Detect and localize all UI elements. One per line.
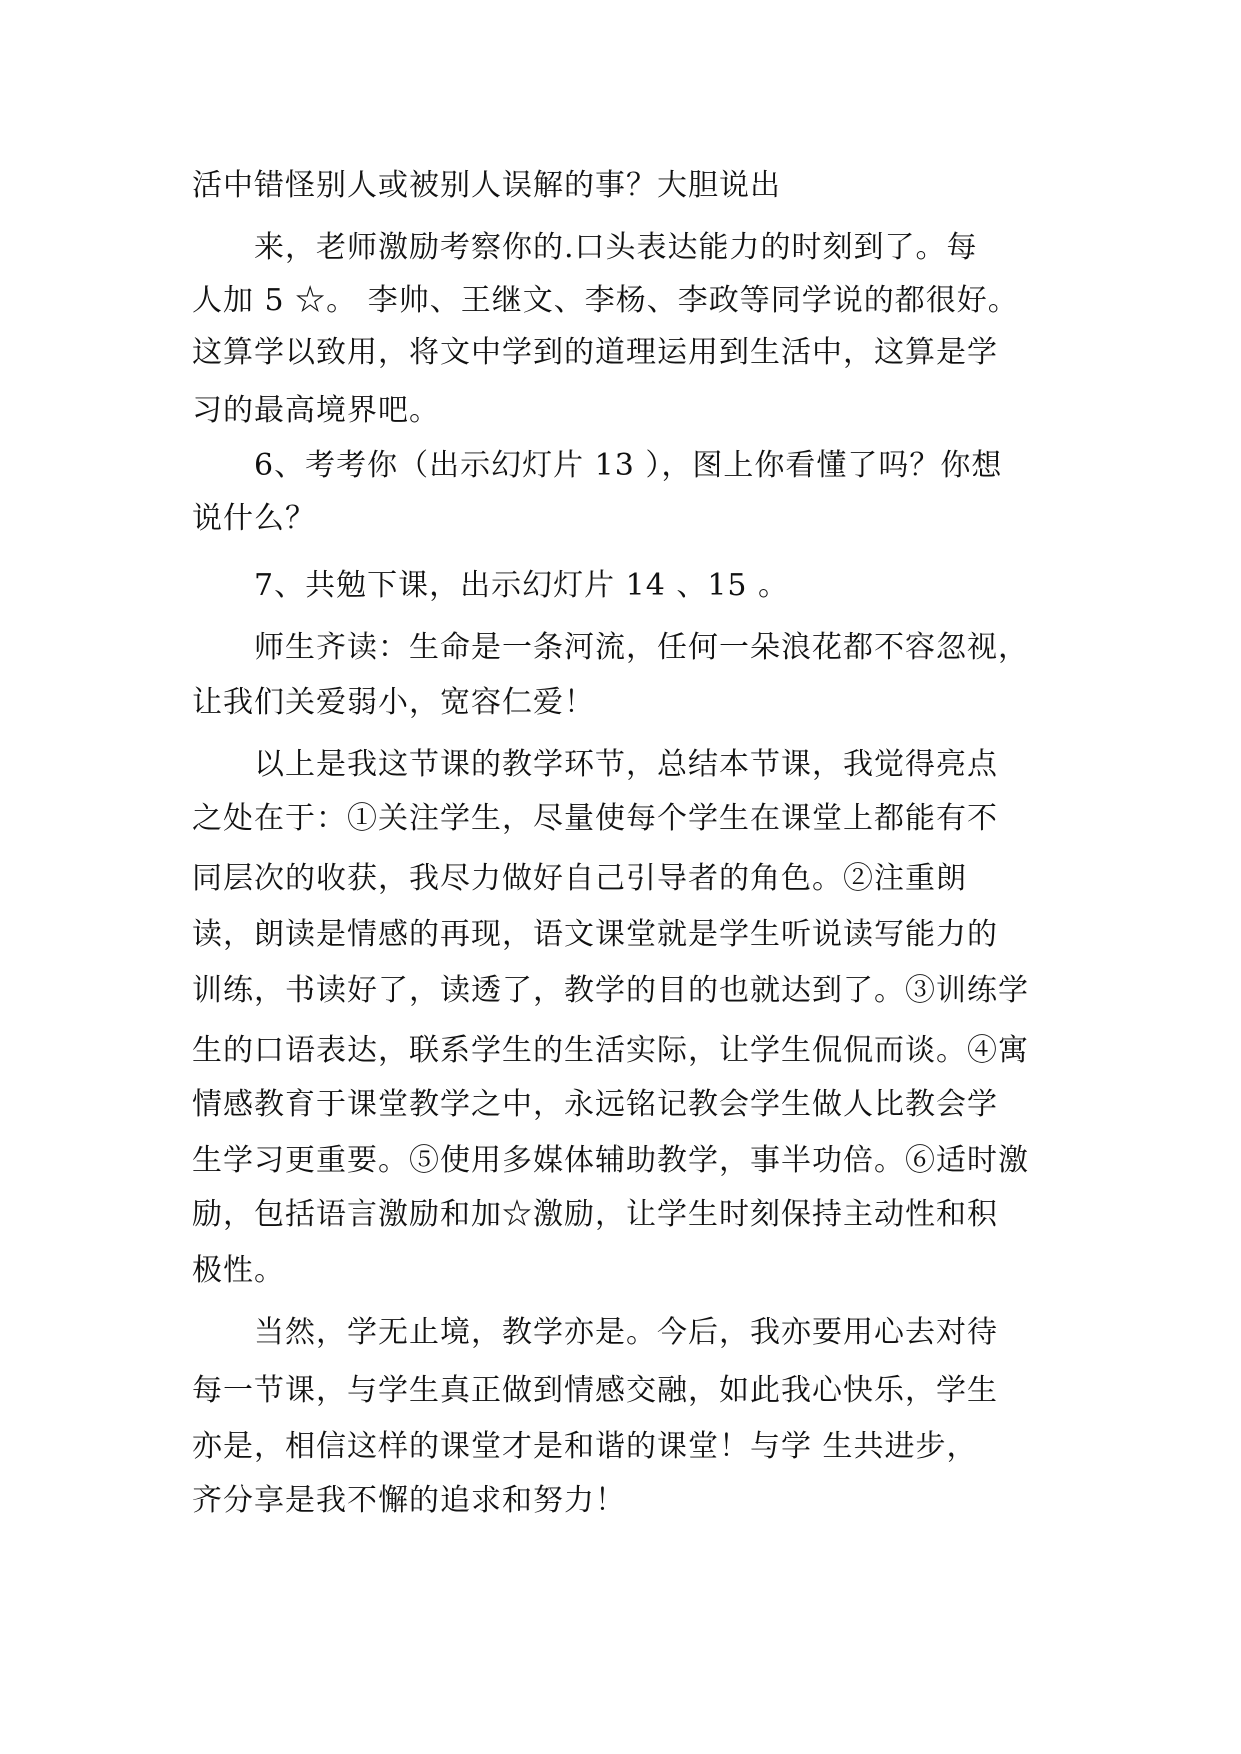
text-line: 7、共勉下课，出示幻灯片 14 、15 。: [254, 568, 790, 603]
text-line: 人加 5 ☆。 李帅、王继文、李杨、李政等同学说的都很好。: [192, 283, 1019, 318]
text-line: 亦是，相信这样的课堂才是和谐的课堂！与学 生共进步，: [192, 1429, 978, 1464]
text-line: 师生齐读：生命是一条河流，任何一朵浪花都不容忽视，: [254, 630, 1029, 665]
text-line: 励，包括语言激励和加☆激励，让学生时刻保持主动性和积: [192, 1197, 998, 1232]
text-line: 齐分享是我不懈的追求和努力！: [192, 1483, 626, 1518]
text-line: 来，老师激励考察你的.口头表达能力的时刻到了。每: [254, 230, 978, 265]
text-line: 同层次的收获，我尽力做好自己引导者的角色。②注重朗: [192, 861, 967, 896]
text-line: 极性。: [192, 1253, 285, 1288]
text-line: 训练，书读好了，读透了，教学的目的也就达到了。③训练学: [192, 973, 1029, 1008]
text-line: 当然，学无止境，教学亦是。今后，我亦要用心去对待: [254, 1315, 998, 1350]
text-line: 这算学以致用，将文中学到的道理运用到生活中，这算是学: [192, 335, 998, 370]
text-line: 活中错怪别人或被别人误解的事？大胆说出: [192, 168, 781, 203]
text-line: 让我们关爱弱小，宽容仁爱！: [192, 685, 595, 720]
text-line: 每一节课，与学生真正做到情感交融，如此我心快乐，学生: [192, 1373, 998, 1408]
text-line: 生学习更重要。⑤使用多媒体辅助教学，事半功倍。⑥适时激: [192, 1143, 1029, 1178]
text-line: 情感教育于课堂教学之中，永远铭记教会学生做人比教会学: [192, 1087, 998, 1122]
text-line: 以上是我这节课的教学环节，总结本节课，我觉得亮点: [254, 747, 998, 782]
text-line: 习的最高境界吧。: [192, 393, 440, 428]
text-line: 之处在于：①关注学生，尽量使每个学生在课堂上都能有不: [192, 801, 998, 836]
text-line: 6、考考你（出示幻灯片 13 ），图上你看懂了吗？你想: [254, 448, 1003, 483]
text-line: 说什么？: [192, 501, 316, 536]
text-line: 读，朗读是情感的再现，语文课堂就是学生听说读写能力的: [192, 917, 998, 952]
text-line: 生的口语表达，联系学生的生活实际，让学生侃侃而谈。④寓: [192, 1033, 1029, 1068]
